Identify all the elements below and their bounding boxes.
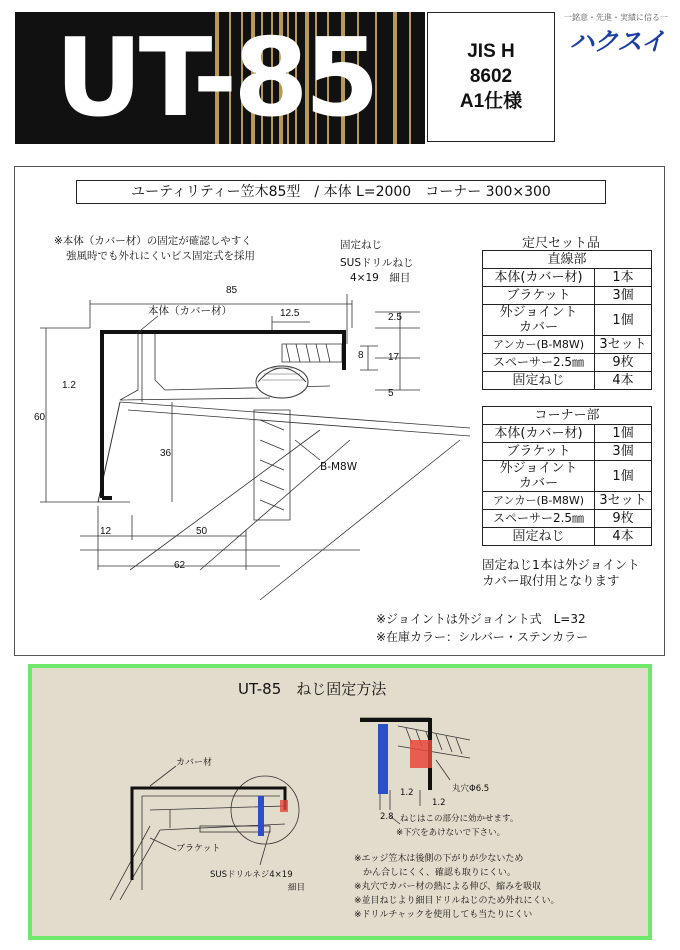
table-row: [483, 528, 652, 546]
dim-17: 17: [388, 352, 400, 363]
part-qty: 3個: [595, 287, 652, 305]
dim-5: 5: [388, 388, 394, 399]
table-row: [483, 354, 652, 372]
screw-method-notes: [354, 852, 560, 922]
part-name: アンカー(B-M8W): [483, 492, 595, 510]
jis-line-1: JIS H: [467, 41, 515, 62]
dim-50: 50: [196, 526, 208, 537]
part-name: 外ジョイント: [499, 305, 578, 320]
footnote-2: ※在庫カラー：シルバー・ステンカラー: [376, 630, 589, 644]
dim-1-2a: 1.2: [400, 788, 414, 798]
method-note-4: ※並目ねじより細目ドリルねじのため外れにくい。: [354, 896, 560, 906]
straight-header: 直線部: [483, 251, 652, 269]
part-name: スペーサー2.5㎜: [483, 510, 595, 528]
part-qty: 3セット: [595, 336, 652, 354]
table-row: [483, 269, 652, 287]
part-name-2: カバー: [518, 476, 558, 491]
corner-header: コーナー部: [483, 407, 652, 425]
part-qty: 3個: [595, 443, 652, 461]
part-name: ブラケット: [483, 443, 595, 461]
dim-2-8: 2.8: [380, 812, 394, 822]
table-row: [483, 425, 652, 443]
method-note-3: ※丸穴でカバー材の熱による伸び、縮みを吸収: [354, 882, 542, 892]
method-note-5: ※ドリルチャックを使用しても当たりにくい: [354, 910, 533, 920]
parts-set-title: 定尺セット品: [522, 236, 601, 251]
parts-note-1: 固定ねじ1本は外ジョイント: [482, 557, 640, 572]
corner-parts-table: [482, 406, 652, 546]
brand-tagline: 一銘意・先進・実績に信る一: [564, 13, 668, 22]
spec-note-1: ※本体（カバー材）の固定が確認しやすく: [54, 235, 252, 247]
cover-label: 本体（カバー材）: [148, 305, 232, 317]
table-row: [483, 336, 652, 354]
dim-1-2b: 1.2: [432, 798, 446, 808]
method-note-2: かん合しにくく、確認も取りにくい。: [354, 868, 516, 878]
hole-label: 丸穴Φ6.5: [452, 784, 490, 794]
dim-62: 62: [174, 560, 186, 571]
caution-2: ※下穴をあけないで下さい。: [396, 828, 506, 838]
part-name: 固定ねじ: [483, 372, 595, 390]
table-row: [483, 372, 652, 390]
method-note-1: ※エッジ笠木は後側の下がりが少ないため: [354, 854, 524, 864]
part-qty: 9枚: [595, 510, 652, 528]
part-qty: 4本: [595, 528, 652, 546]
dim-1-2: 1.2: [62, 380, 76, 391]
caution-1: ねじはこの部分に効かせます。: [400, 814, 519, 824]
jis-line-2: 8602: [469, 66, 513, 87]
part-name: 本体(カバー材): [483, 269, 595, 287]
screw-label-2: 細目: [288, 883, 306, 893]
screw-label-1: SUSドリルネジ4×19: [210, 870, 293, 880]
dim-12-5: 12.5: [280, 308, 300, 319]
part-name: スペーサー2.5㎜: [483, 354, 595, 372]
dim-2-5: 2.5: [388, 312, 402, 323]
straight-parts-table: [482, 250, 652, 390]
table-row: [483, 443, 652, 461]
part-name-2: カバー: [518, 320, 558, 335]
part-qty: 9枚: [595, 354, 652, 372]
part-name: 外ジョイント: [499, 461, 578, 476]
cover-material-label: カバー材: [176, 758, 213, 768]
table-row: [483, 305, 652, 336]
table-row: [483, 510, 652, 528]
table-row: [483, 287, 652, 305]
footnote-1: ※ジョイントは外ジョイント式 L=32: [376, 612, 586, 626]
jis-line-3: A1仕様: [459, 91, 523, 112]
dim-8: 8: [358, 350, 364, 361]
parts-note-2: カバー取付用となります: [482, 573, 620, 588]
screw-spec-2: 4×19 細目: [350, 272, 411, 284]
screw-method-title: UT-85 ねじ固定方法: [238, 680, 387, 698]
brand-logo: ハクスイ: [569, 28, 665, 56]
table-row: [483, 461, 652, 492]
table-row: [483, 492, 652, 510]
part-qty: 1個: [595, 425, 652, 443]
model-title: UT-85: [55, 16, 376, 141]
dim-12: 12: [100, 526, 112, 537]
anchor-label: B-M8W: [320, 461, 358, 473]
bracket-label: ブラケット: [176, 844, 221, 854]
part-qty: 1個: [595, 461, 652, 492]
part-qty: 1本: [595, 269, 652, 287]
part-name: アンカー(B-M8W): [483, 336, 595, 354]
part-qty: 4本: [595, 372, 652, 390]
banner-stripe: [409, 12, 411, 144]
banner-stripe: [393, 12, 397, 144]
part-qty: 3セット: [595, 492, 652, 510]
cross-section-drawing: [20, 270, 475, 610]
part-name: 本体(カバー材): [483, 425, 595, 443]
title-banner: [15, 12, 425, 144]
spec-title: ユーティリティー笠木85型 / 本体 L=2000 コーナー 300×300: [76, 180, 606, 204]
dim-36: 36: [160, 448, 172, 459]
part-qty: 1個: [595, 305, 652, 336]
part-name: 固定ねじ: [483, 528, 595, 546]
dim-85: 85: [226, 285, 238, 296]
dim-60: 60: [34, 412, 46, 423]
screw-title-label: 固定ねじ: [340, 239, 382, 251]
jis-box: [427, 12, 555, 142]
screw-spec-1: SUSドリルねじ: [340, 257, 414, 269]
parts-note: [482, 557, 640, 589]
spec-note-2: 強風時でも外れにくいビス固定式を採用: [66, 250, 255, 262]
part-name: ブラケット: [483, 287, 595, 305]
